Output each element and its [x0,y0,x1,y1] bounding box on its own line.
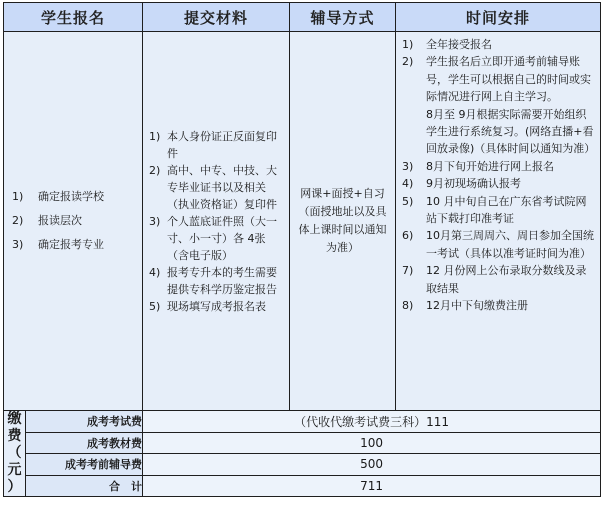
schedule-item [396,106,600,158]
item-text: 全年接受报名 [426,38,493,51]
registration-list [4,185,142,257]
item-number: 1) [149,129,161,143]
item-number: 2) [12,214,24,227]
schedule-cell [396,32,601,411]
item-number: 7) [402,264,414,278]
item-text: 确定报读学校 [38,190,104,203]
schedule-item [396,297,600,314]
fee-row [4,411,601,433]
schedule-item [396,227,600,262]
item-text: 8月下旬开始进行网上报名 [426,159,555,173]
item-text: 本人身份证正反面复印件 [167,129,278,160]
item-number: 2) [402,55,414,69]
header-schedule: 时间安排 [396,3,601,32]
item-text: 报读层次 [38,214,82,227]
item-text: 确定报考专业 [38,238,104,251]
item-text: 8月至 9月根据实际需要开始组织学生进行系统复习。(网络直播+看回放录像)（具体时间以通知为准） [426,107,596,156]
header-row [4,3,601,32]
schedule-item [396,36,600,53]
item-text: 12 月份网上公布录取分数线及录取结果 [426,264,587,295]
fee-label: 成考考前辅导费 [26,454,143,476]
materials-list [149,128,285,315]
schedule-item [396,193,600,228]
item-text: 现场填写成考报名表 [167,299,267,313]
materials-item [149,298,285,315]
fee-side-char: 缴 [7,411,22,427]
item-number: 1) [402,38,414,51]
fee-row-total [4,475,601,497]
schedule-item [396,158,600,175]
fee-label: 成考考试费 [26,411,143,433]
item-text: 报考专升本的考生需要提供专科学历鉴定报告 [167,265,278,296]
item-number [396,106,426,158]
fee-side-char: （ [7,445,22,461]
registration-item [12,233,142,257]
fee-side-char: 费 [7,428,22,444]
materials-item [149,213,285,264]
tutoring-cell [290,32,396,411]
item-number: 1) [12,190,24,203]
content-row [4,32,601,411]
item-text: 个人蓝底证件照（大一寸、小一寸）各 4张（含电子版） [167,214,278,262]
tutoring-text: 网课+面授+自习（面授地址以及具体上课时间以通知为准） [298,187,387,254]
fee-side-label [4,411,26,497]
schedule-item [396,53,600,105]
materials-item [149,264,285,298]
materials-item [149,162,285,213]
fee-row [4,454,601,476]
item-number: 8) [402,299,414,313]
item-text: 12月中下旬缴费注册 [426,299,529,313]
header-registration: 学生报名 [4,3,143,32]
item-number: 3) [402,159,414,173]
fee-label: 合 计 [26,475,143,497]
item-text: 高中、中专、中技、大专毕业证书以及相关（执业资格证）复印件 [167,163,278,211]
item-text: 9月初现场确认报考 [426,177,522,191]
item-number: 2) [149,163,161,177]
fee-value: （代收代缴考试费三科）111 [143,411,601,433]
registration-item [12,185,142,209]
item-text: 10月第三周周六、周日参加全国统一考试（具体以准考证时间为准） [426,229,595,260]
enrollment-table [3,2,601,497]
item-number: 3) [12,238,24,251]
fee-side-char: 元 [7,462,22,478]
fee-label: 成考教材费 [26,432,143,454]
item-text: 10 月中旬自己在广东省考试院网站下载打印准考证 [426,194,587,226]
item-number: 6) [402,229,414,243]
schedule-item [396,175,600,192]
registration-cell [4,32,143,411]
item-number: 5) [149,299,161,313]
item-text: 学生报名后立即开通考前辅导账号，学生可以根据自己的时间或实际情况进行网上自主学习。 [426,55,592,104]
header-materials: 提交材料 [143,3,290,32]
materials-item [149,128,285,162]
fee-value: 100 [143,432,601,454]
registration-item [12,209,142,233]
item-number: 5) [402,194,414,208]
fee-value: 500 [143,454,601,476]
fee-side-char: ） [7,479,22,495]
fee-total-value: 711 [143,475,601,497]
item-number: 3) [149,214,161,228]
materials-cell [143,32,290,411]
fee-row [4,432,601,454]
item-number: 4) [402,177,414,191]
header-tutoring: 辅导方式 [290,3,396,32]
schedule-item [396,262,600,297]
schedule-list [396,36,600,315]
item-number: 4) [149,265,161,279]
